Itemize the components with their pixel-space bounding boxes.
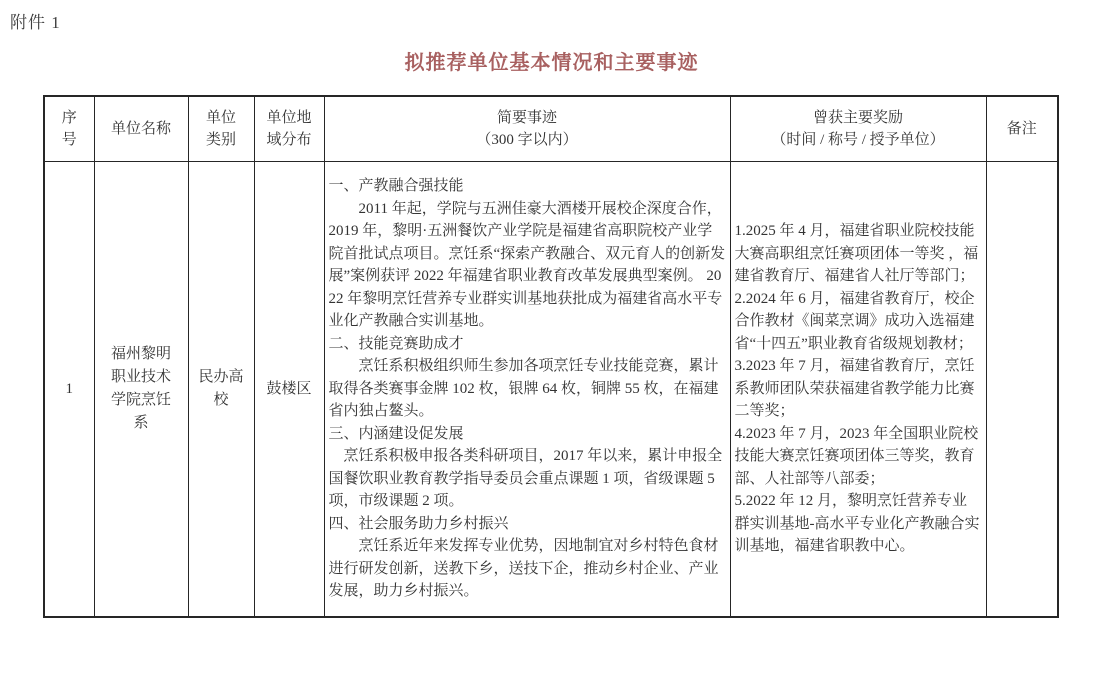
deed-heading-1: 一、产教融合强技能	[328, 178, 464, 195]
header-line: （时间 / 称号 / 授予单位）	[771, 132, 945, 148]
deed-body-3: 烹饪系积极申报各类科研项目，2017 年以来，累计申报全国餐饮职业教育教学指导委员会重点课题 1 项，省级课题 5 项，市级课题 2 项。	[328, 448, 723, 510]
deed-heading-3: 三、内涵建设促发展	[328, 425, 464, 442]
header-serial-number	[44, 96, 94, 162]
header-line: （300 字以内）	[476, 132, 578, 148]
header-remarks	[986, 96, 1058, 162]
cell-brief-deeds	[324, 162, 730, 618]
deed-heading-4: 四、社会服务助力乡村振兴	[328, 515, 509, 532]
header-line: 号	[61, 132, 77, 148]
deed-body-1: 2011 年起，学院与五洲佳豪大酒楼开展校企深度合作，2019 年，黎明·五洲餐饮产业学院是福建省高职院校产业学院首批试点项目。烹饪系“探索产教融合、双元育人的创新发展”案例获评 2022 年福建省职业教育改革发展典型案例。 2022 年黎明烹饪营养专业群实训基地获批成为福建省高水平专业化产教融合实训基地。	[328, 200, 726, 330]
header-line: 备注	[1006, 121, 1037, 137]
header-line: 单位	[205, 110, 236, 126]
header-major-awards	[730, 96, 986, 162]
cell-serial-number: 1	[44, 162, 94, 618]
recommend-units-table	[43, 95, 1059, 618]
deed-body-2: 烹饪系积极组织师生参加各项烹饪专业技能竞赛，累计取得各类赛事金牌 102 枚，银牌 64 枚，铜牌 55 枚，在福建省内独占鳌头。	[328, 358, 719, 420]
cell-unit-category: 民办高校	[188, 162, 254, 618]
award-item-5: 5.2022 年 12 月，黎明烹饪营养专业群实训基地-高水平专业化产教融合实训基地，福建省职教中心。	[734, 493, 980, 555]
unit-name-text: 福州黎明职业技术学院烹饪系	[110, 346, 171, 431]
header-unit-name	[94, 96, 188, 162]
header-line: 单位名称	[110, 121, 171, 137]
award-item-3: 3.2023 年 7 月，福建省教育厅，烹饪系教师团队荣获福建省教学能力比赛二等奖；	[734, 358, 975, 420]
table-header-row	[44, 96, 1058, 162]
deed-body-4: 烹饪系近年来发挥专业优势，因地制宜对乡村特色食材进行研发创新，送教下乡，送技下企，推动乡村企业、产业发展，助力乡村振兴。	[328, 538, 719, 600]
header-unit-region	[254, 96, 324, 162]
header-brief-deeds	[324, 96, 730, 162]
header-line: 简要事迹	[496, 110, 557, 126]
table-row	[44, 162, 1058, 618]
header-line: 域分布	[266, 132, 312, 148]
cell-unit-region: 鼓楼区	[254, 162, 324, 618]
cell-major-awards	[730, 162, 986, 618]
page-title: 拟推荐单位基本情况和主要事迹	[404, 52, 699, 74]
cell-remarks	[986, 162, 1058, 618]
award-item-2: 2.2024 年 6 月，福建省教育厅，校企合作教材《闽菜烹调》成功入选福建省“十四五”职业教育省级规划教材；	[734, 290, 975, 352]
attachment-label: 附件 1	[10, 13, 61, 32]
header-line: 单位地	[266, 110, 312, 126]
award-item-1: 1.2025 年 4 月，福建省职业院校技能大赛高职组烹饪赛项团体一等奖 ，福建省教育厅、福建省人社厅等部门；	[734, 223, 979, 285]
header-unit-category	[188, 96, 254, 162]
deed-heading-2: 二、技能竞赛助成才	[328, 335, 464, 352]
header-line: 类别	[205, 132, 236, 148]
header-line: 序	[61, 110, 77, 126]
header-line: 曾获主要奖励	[812, 110, 903, 126]
award-item-4: 4.2023 年 7 月，2023 年全国职业院校技能大赛烹饪赛项团体三等奖，教育部、人社部等八部委；	[734, 425, 979, 487]
cell-unit-name	[94, 162, 188, 618]
